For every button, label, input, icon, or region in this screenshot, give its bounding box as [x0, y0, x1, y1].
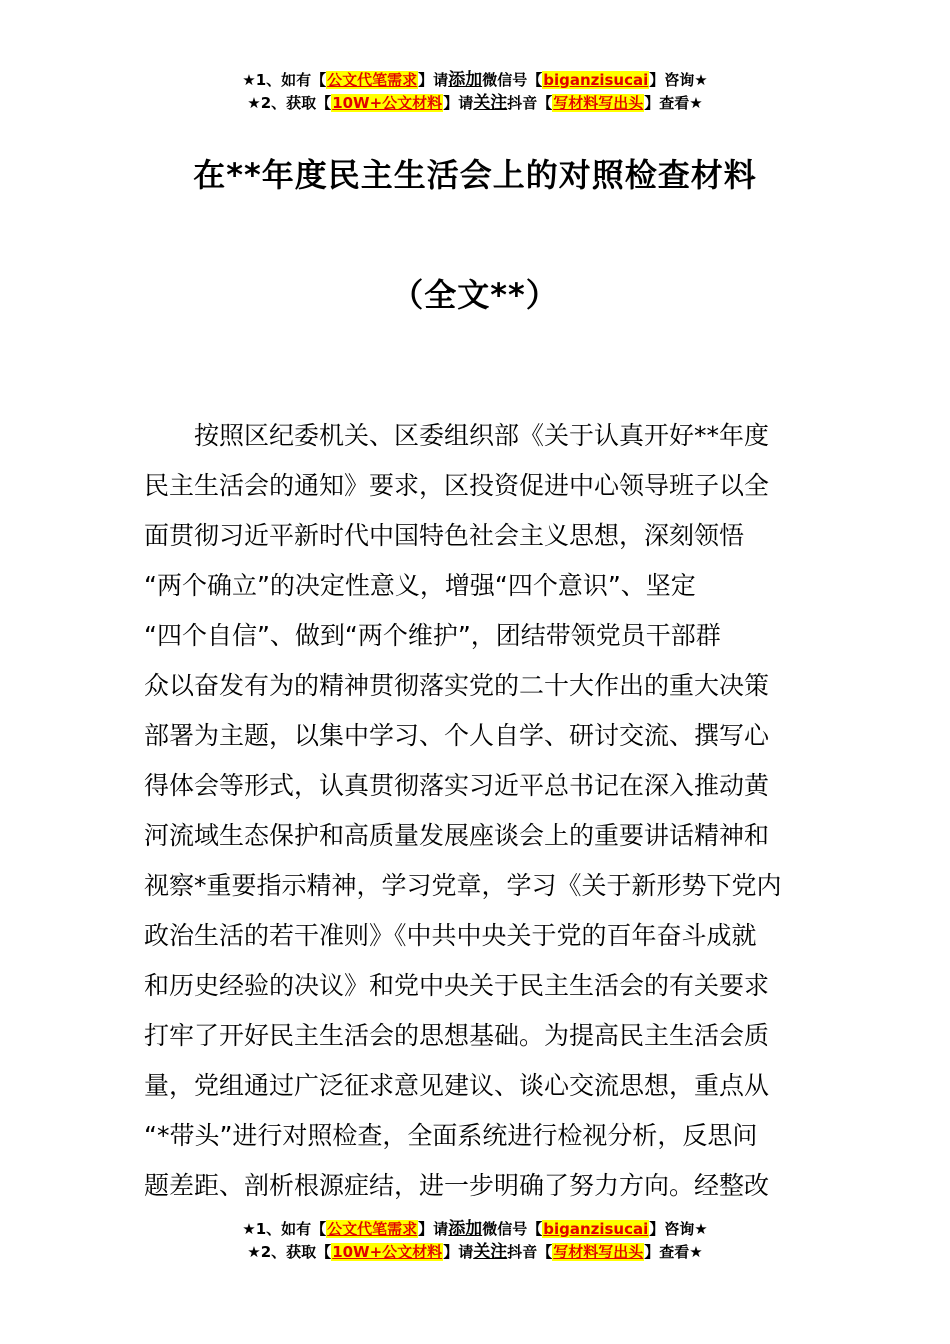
banner-underlined: 添加 — [448, 70, 483, 90]
banner-highlight: biganzisucai — [543, 71, 649, 89]
banner-underlined: 关注 — [473, 93, 508, 113]
banner-text: 】请 — [443, 1243, 474, 1261]
banner-text: ★2、获取【 — [247, 1243, 332, 1261]
body-paragraph: 按照区纪委机关、区委组织部《关于认真开好**年度 民主生活会的通知》要求，区投资促进中心领导班子以全 面贯彻习近平新时代中国特色社会主义思想，深刻领悟 “两个确立”的决定性意义，增强“四个意识”、坚定 “四个自信”、做到“两个维护”，团结带领党员干部群 众以奋发有为的精神贯彻落实党的二十大作出的重大决策 部署为主题，以集中学习、个人自学、研讨交流、撰写心 得体会等形式，认真贯彻落实习近平总书记在深入推动黄 河流域生态保护和高质量发展座谈会上的重要讲话精神和 视察*重要指示精神，学习党章，学习《关于新形势下党内 政治生活的若干准则》《中共中央关于党的百年奋斗成就 和历史经验的决议》和党中央关于民主生活会的有关要求 打牢了开好民主生活会的思想基础。为提高民主生活会质 量，党组通过广泛征求意见建议、谈心交流思想，重点从 “*带头”进行对照检查，全面系统进行检视分析，反思问 题差距、剖析根源症结，进一步明确了努力方向。经整改 — [144, 421, 782, 1200]
banner-text: 】请 — [443, 94, 474, 112]
banner-text: 】咨询★ — [649, 1220, 708, 1238]
banner-text: 】咨询★ — [649, 71, 708, 89]
header-banner — [0, 69, 950, 115]
banner-underlined: 添加 — [448, 1219, 483, 1239]
footer-banner — [0, 1218, 950, 1264]
banner-text: 抖音【 — [507, 1243, 553, 1261]
banner-highlight: 10W+公文材料 — [332, 1243, 443, 1261]
banner-text: 】查看★ — [644, 1243, 703, 1261]
banner-line-1 — [0, 69, 950, 92]
banner-highlight: biganzisucai — [543, 1220, 649, 1238]
banner-underlined: 关注 — [473, 1242, 508, 1262]
banner-highlight: 公文代笔需求 — [327, 71, 418, 89]
banner-text: 】请 — [418, 1220, 449, 1238]
document-title: 在**年度民主生活会上的对照检查材料 — [193, 156, 757, 194]
banner-text: ★1、如有【 — [242, 1220, 327, 1238]
banner-line-2 — [0, 92, 950, 115]
banner-text: 】查看★ — [644, 94, 703, 112]
banner-highlight: 写材料写出头 — [553, 1243, 644, 1261]
banner-highlight: 公文代笔需求 — [327, 1220, 418, 1238]
banner-text: ★1、如有【 — [242, 71, 327, 89]
banner-highlight: 写材料写出头 — [553, 94, 644, 112]
banner-text: 微信号【 — [482, 71, 543, 89]
banner-text: 微信号【 — [482, 1220, 543, 1238]
banner-text: 抖音【 — [507, 94, 553, 112]
banner-highlight: 10W+公文材料 — [332, 94, 443, 112]
banner-text: 】请 — [418, 71, 449, 89]
banner-line-1 — [0, 1218, 950, 1241]
banner-line-2 — [0, 1241, 950, 1264]
banner-text: ★2、获取【 — [247, 94, 332, 112]
document-subtitle: （全文**） — [391, 276, 559, 314]
